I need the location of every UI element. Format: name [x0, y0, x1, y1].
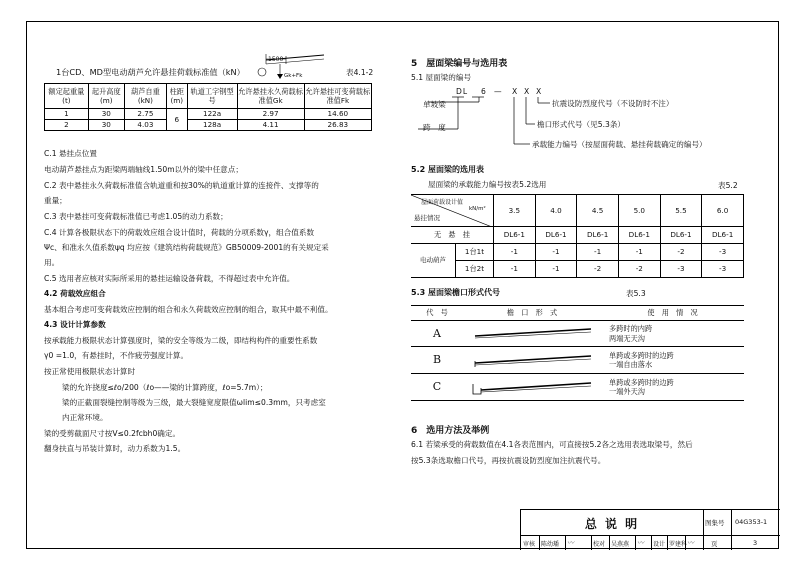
t2-cell: -2 [577, 261, 619, 278]
paragraph: C.3 表中悬挂可变荷载标准值已考虑1.05的动力系数； [44, 212, 228, 221]
code-prefix: DL [456, 87, 469, 96]
t2-col: 6.0 [702, 195, 744, 227]
paragraph: 电动葫芦悬挂点为距梁两端轴线1.50m以外的梁中任意点； [44, 165, 243, 174]
signature-check: 〰 [637, 539, 644, 547]
paragraph: 按正常使用极限状态计算时 [44, 367, 136, 376]
table-4-1-2-title: 1台CD、MD型电动葫芦允许悬挂荷载标准值（kN） [56, 67, 245, 77]
code-x1: X [512, 87, 518, 96]
t1-cell: 30 [88, 109, 124, 120]
table-4-1-2-number: 表4.1-2 [346, 68, 374, 77]
eave-shape-a-icon [467, 322, 597, 342]
t1-cell: 122a [187, 109, 237, 120]
t1-header: 起升高度(m) [88, 84, 124, 109]
table-row [411, 374, 744, 401]
t2-cell: -3 [660, 261, 702, 278]
t2-row-label: 1台1t [456, 244, 494, 261]
paragraph: 6.1 若梁承受的荷载数值在4.1各表范围内，可直接按5.2各之选用表选取梁号，然后 [411, 440, 693, 449]
signature-review: 〰 [567, 539, 574, 547]
section-6: 6 选用方法及举例 [411, 426, 490, 436]
t1-cell: 2.97 [237, 109, 304, 120]
label-single-slope: 单坡梁 [423, 100, 446, 109]
t2-cell: -1 [494, 244, 536, 261]
label-span: 跨 度 [423, 123, 446, 132]
code-mid: 6 [481, 87, 486, 96]
eave-shape-b-icon [467, 349, 597, 369]
section-4-2: 4.2 荷载效应组合 [44, 289, 106, 298]
diagram-dimension: 1500 [268, 56, 284, 63]
t1-cell: 2.75 [124, 109, 166, 120]
t3-use: 多跨时的内跨 两端无天沟 [601, 321, 744, 347]
paragraph: 梁的受剪截面尺寸按V≤0.2fcbh0确定。 [44, 429, 181, 438]
paragraph: C.4 计算各极限状态下的荷载效应组合设计值时，荷载的分项系数γ，组合值系数 [44, 228, 315, 237]
t2-col: 4.5 [577, 195, 619, 227]
t2-cell: -1 [535, 244, 577, 261]
paragraph: C.5 选用者应核对实际所采用的悬挂运输设备荷载，不得超过表中允许值。 [44, 274, 295, 283]
t1-cell: 4.11 [237, 120, 304, 131]
t2-cell: -3 [702, 261, 744, 278]
section-c1: C.1 悬挂点位置 [44, 149, 97, 158]
page-number: 3 [753, 539, 758, 547]
table-row [411, 244, 744, 261]
t3-eave-shape [463, 321, 601, 347]
annotation-seismic: 抗震设防烈度代号（不设防时不注） [552, 99, 674, 108]
table-row [45, 109, 372, 120]
t2-cell: -1 [577, 244, 619, 261]
t3-use: 单跨或多跨时的边跨 一端自由落水 [601, 347, 744, 374]
table-row [411, 227, 744, 244]
annotation-eave: 檐口形式代号（见5.3条） [537, 120, 626, 129]
t3-eave-shape [463, 374, 601, 401]
section-5-3: 5.3 屋面梁檐口形式代号 [411, 288, 500, 297]
section-5-2: 5.2 屋面梁的选用表 [411, 165, 484, 174]
name-review: 陈幼璠 [541, 541, 560, 548]
t3-code: C [411, 374, 463, 401]
t2-cell: DL6-1 [618, 227, 660, 244]
role-review: 审核 [523, 541, 536, 548]
t1-cell: 4.03 [124, 120, 166, 131]
table-5-3 [411, 305, 744, 401]
t2-cell: DL6-1 [494, 227, 536, 244]
t2-col: 5.5 [660, 195, 702, 227]
code-x2: X [524, 87, 530, 96]
t2-cell: -1 [535, 261, 577, 278]
name-design: 罗建科 [669, 541, 688, 548]
t2-cell: DL6-1 [702, 227, 744, 244]
t1-cell: 26.83 [304, 120, 371, 131]
t1-header: 柱距(m) [166, 84, 187, 109]
t2-cell: DL6-1 [535, 227, 577, 244]
section-5-1: 5.1 屋面梁的编号 [411, 73, 472, 82]
t1-cell: 128a [187, 120, 237, 131]
section-5: 5 屋面梁编号与选用表 [411, 59, 508, 69]
drawing-title: 总 说 明 [584, 517, 640, 531]
atlas-number: 04G353-1 [735, 518, 768, 526]
table-5-2-number: 表5.2 [718, 181, 738, 190]
paragraph: 重量； [44, 196, 67, 205]
t2-cell: -1 [494, 261, 536, 278]
t3-header: 代 号 [411, 306, 463, 321]
t1-column-spacing: 6 [166, 109, 187, 131]
t2-corner-unit: kN/m² [469, 206, 486, 212]
page-label: 页 [711, 540, 718, 548]
t2-corner-load: 屋面荷载设计值 [421, 199, 464, 206]
eave-shape-c-icon [467, 376, 597, 396]
code-x3: X [536, 87, 542, 96]
atlas-label: 图集号 [705, 519, 725, 527]
table-4-1-2 [44, 83, 372, 131]
t2-col: 5.0 [618, 195, 660, 227]
title-block [520, 509, 780, 550]
paragraph: C.2 表中悬挂永久荷载标准值含轨道重和按30%的轨道重计算的连接件、支撑等的 [44, 181, 319, 190]
t3-use: 单跨或多跨时的边跨 一端外天沟 [601, 374, 744, 401]
t1-header: 允许悬挂可变荷载标准值Fk [304, 84, 371, 109]
table-row [411, 321, 744, 347]
t1-header: 轨道工字钢型号 [187, 84, 237, 109]
t1-cell: 2 [45, 120, 89, 131]
role-check: 校对 [593, 541, 606, 548]
t3-code: A [411, 321, 463, 347]
t1-cell: 1 [45, 109, 89, 120]
t1-header: 额定起重量(t) [45, 84, 89, 109]
paragraph: γ0 =1.0，有悬挂时，不作疲劳强度计算。 [44, 351, 189, 360]
t3-code: B [411, 347, 463, 374]
paragraph: Ψc、和准永久值系数ψq 均应按《建筑结构荷载规范》GB50009-2001的有关规定采 [44, 243, 329, 252]
t1-header: 允许悬挂永久荷载标准值Gk [237, 84, 304, 109]
role-design: 设计 [653, 541, 666, 548]
paragraph: 按承载能力极限状态计算强度时，梁的安全等级为二级，即结构构件的重要性系数 [44, 336, 318, 345]
paragraph: 用。 [44, 258, 60, 267]
table-row [45, 120, 372, 131]
table-row [411, 347, 744, 374]
paragraph: 梁的允许挠度≤ℓo/200（ℓo——梁的计算跨度，ℓo=5.7m）； [62, 383, 268, 392]
t2-col: 4.0 [535, 195, 577, 227]
table-5-2 [411, 194, 744, 278]
table-5-2-caption: 屋面梁的承载能力编号按表5.2选用 [428, 180, 547, 189]
t3-header: 使 用 情 况 [601, 306, 744, 321]
t2-row-label: 1台2t [456, 261, 494, 278]
paragraph: 按5.3条选取檐口代号，再按抗震设防烈度加注抗震代号。 [411, 456, 606, 465]
t2-cell: DL6-1 [577, 227, 619, 244]
table-5-3-number: 表5.3 [626, 289, 646, 298]
t2-corner-hang: 悬挂情况 [414, 214, 440, 222]
paragraph: 翻身扶直与吊装计算时，动力系数为1.5。 [44, 444, 186, 453]
paragraph: 内正常环境。 [62, 413, 108, 422]
t2-col: 3.5 [494, 195, 536, 227]
name-check: 吴燕燕 [611, 541, 630, 548]
t2-cell: -2 [660, 244, 702, 261]
t2-hoist-label: 电动葫芦 [411, 244, 456, 278]
annotation-capacity: 承载能力编号（按屋面荷载、悬挂荷载确定的编号） [532, 140, 707, 149]
section-4-3: 4.3 设计计算参数 [44, 320, 106, 329]
t1-header: 葫芦自重(kN) [124, 84, 166, 109]
t2-corner [411, 195, 494, 227]
t2-cell: DL6-1 [660, 227, 702, 244]
paragraph: 梁的正截面裂缝控制等级为三级，最大裂缝宽度限值ωlim≤0.3mm，只考虑室 [62, 398, 326, 407]
paragraph: 基本组合考虑可变荷载效应控制的组合和永久荷载效应控制的组合，取其中最不利值。 [44, 305, 333, 314]
t2-cell: -3 [702, 244, 744, 261]
t2-cell: -1 [618, 244, 660, 261]
t1-cell: 30 [88, 120, 124, 131]
code-dash: — [494, 87, 502, 96]
diagram-load-label: Gk+Fk [284, 73, 303, 79]
signature-design: 〰 [687, 539, 694, 547]
t3-eave-shape [463, 347, 601, 374]
t2-cell: -2 [618, 261, 660, 278]
t3-header: 檐 口 形 式 [463, 306, 601, 321]
t1-cell: 14.60 [304, 109, 371, 120]
t2-row-label: 无 悬 挂 [411, 227, 494, 244]
table-row [411, 261, 744, 278]
